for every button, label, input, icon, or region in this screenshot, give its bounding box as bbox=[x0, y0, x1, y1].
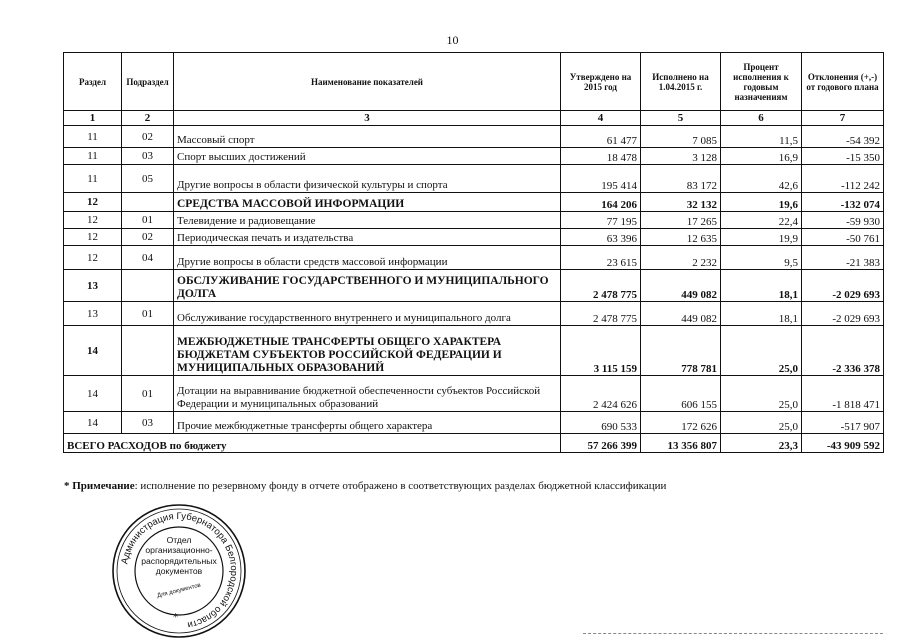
header-row bbox=[64, 53, 884, 111]
cell-approved: 3 115 159 bbox=[561, 326, 641, 376]
stamp-line: документов bbox=[155, 565, 203, 576]
cell-percent: 42,6 bbox=[721, 165, 802, 193]
header-name: Наименование показателей bbox=[174, 53, 561, 111]
stamp-line: распорядительных bbox=[141, 555, 217, 566]
header-razdel: Раздел bbox=[64, 53, 122, 111]
cell-percent: 16,9 bbox=[721, 148, 802, 165]
cell-name: Дотации на выравнивание бюджетной обеспеченности субъектов Российской Федерации и муниципальных образований bbox=[174, 376, 561, 412]
cell-approved: 77 195 bbox=[561, 212, 641, 229]
cell-podrazdel: 05 bbox=[122, 165, 174, 193]
cell-name: Периодическая печать и издательства bbox=[174, 229, 561, 246]
cell-approved: 690 533 bbox=[561, 412, 641, 434]
table-row bbox=[64, 412, 884, 434]
stamp-line: Отдел bbox=[166, 535, 192, 545]
table-row bbox=[64, 270, 884, 302]
cell-razdel: 11 bbox=[64, 148, 122, 165]
cell-deviation: -54 392 bbox=[802, 126, 884, 148]
table-row bbox=[64, 326, 884, 376]
header-approved: Утверждено на 2015 год bbox=[561, 53, 641, 111]
cell-executed: 3 128 bbox=[641, 148, 721, 165]
cell-podrazdel: 01 bbox=[122, 212, 174, 229]
cell-percent: 18,1 bbox=[721, 270, 802, 302]
cell-razdel: 14 bbox=[64, 326, 122, 376]
cell-podrazdel: 02 bbox=[122, 229, 174, 246]
cell-razdel: 11 bbox=[64, 165, 122, 193]
cell-percent: 18,1 bbox=[721, 302, 802, 326]
col-number: 1 bbox=[64, 111, 122, 126]
total-approved: 57 266 399 bbox=[561, 434, 641, 453]
cell-deviation: -59 930 bbox=[802, 212, 884, 229]
table-row bbox=[64, 376, 884, 412]
col-number: 3 bbox=[174, 111, 561, 126]
cell-razdel: 12 bbox=[64, 246, 122, 270]
cell-podrazdel: 03 bbox=[122, 412, 174, 434]
cell-razdel: 13 bbox=[64, 270, 122, 302]
table-row bbox=[64, 229, 884, 246]
cell-name: ОБСЛУЖИВАНИЕ ГОСУДАРСТВЕННОГО И МУНИЦИПАЛЬНОГО ДОЛГА bbox=[174, 270, 561, 302]
footnote bbox=[64, 480, 666, 492]
cell-name: Массовый спорт bbox=[174, 126, 561, 148]
stamp-subtext: Для документов bbox=[156, 582, 202, 600]
cell-approved: 63 396 bbox=[561, 229, 641, 246]
cell-podrazdel: 03 bbox=[122, 148, 174, 165]
table-row bbox=[64, 126, 884, 148]
total-row bbox=[64, 434, 884, 453]
page-number: 10 bbox=[446, 33, 459, 47]
cell-name: Обслуживание государственного внутреннего и муниципального долга bbox=[174, 302, 561, 326]
cell-approved: 2 478 775 bbox=[561, 302, 641, 326]
table-row bbox=[64, 212, 884, 229]
header-deviation: Отклонения (+,-) от годового плана bbox=[802, 53, 884, 111]
cell-executed: 17 265 bbox=[641, 212, 721, 229]
cell-executed: 778 781 bbox=[641, 326, 721, 376]
cell-podrazdel bbox=[122, 326, 174, 376]
total-percent: 23,3 bbox=[721, 434, 802, 453]
col-number: 7 bbox=[802, 111, 884, 126]
header-executed: Исполнено на 1.04.2015 г. bbox=[641, 53, 721, 111]
cell-podrazdel: 01 bbox=[122, 302, 174, 326]
header-podrazdel: Подраздел bbox=[122, 53, 174, 111]
cell-name: Другие вопросы в области средств массовой информации bbox=[174, 246, 561, 270]
cell-deviation: -2 336 378 bbox=[802, 326, 884, 376]
stamp-star: * bbox=[173, 612, 178, 623]
cell-name: МЕЖБЮДЖЕТНЫЕ ТРАНСФЕРТЫ ОБЩЕГО ХАРАКТЕРА БЮДЖЕТАМ СУБЪЕКТОВ РОССИЙСКОЙ ФЕДЕРАЦИИ И МУНИЦИПАЛЬНЫХ ОБРАЗОВАНИЙ bbox=[174, 326, 561, 376]
col-number: 2 bbox=[122, 111, 174, 126]
stamp-inner-text bbox=[133, 535, 225, 576]
official-stamp bbox=[111, 503, 247, 639]
table-row bbox=[64, 165, 884, 193]
table-row bbox=[64, 302, 884, 326]
bottom-divider bbox=[583, 633, 883, 634]
cell-executed: 172 626 bbox=[641, 412, 721, 434]
cell-executed: 449 082 bbox=[641, 270, 721, 302]
cell-deviation: -50 761 bbox=[802, 229, 884, 246]
cell-name: Телевидение и радиовещание bbox=[174, 212, 561, 229]
cell-razdel: 14 bbox=[64, 376, 122, 412]
cell-executed: 83 172 bbox=[641, 165, 721, 193]
cell-executed: 7 085 bbox=[641, 126, 721, 148]
cell-executed: 606 155 bbox=[641, 376, 721, 412]
cell-razdel: 12 bbox=[64, 212, 122, 229]
cell-percent: 19,9 bbox=[721, 229, 802, 246]
cell-approved: 23 615 bbox=[561, 246, 641, 270]
column-numbers-row bbox=[64, 111, 884, 126]
cell-approved: 61 477 bbox=[561, 126, 641, 148]
budget-table bbox=[63, 52, 884, 453]
table-row bbox=[64, 148, 884, 165]
cell-podrazdel: 04 bbox=[122, 246, 174, 270]
header-percent: Процент исполнения к годовым назначениям bbox=[721, 53, 802, 111]
cell-approved: 2 478 775 bbox=[561, 270, 641, 302]
cell-approved: 2 424 626 bbox=[561, 376, 641, 412]
cell-deviation: -2 029 693 bbox=[802, 270, 884, 302]
cell-percent: 22,4 bbox=[721, 212, 802, 229]
cell-podrazdel: 01 bbox=[122, 376, 174, 412]
cell-approved: 164 206 bbox=[561, 193, 641, 212]
cell-approved: 195 414 bbox=[561, 165, 641, 193]
total-label: ВСЕГО РАСХОДОВ по бюджету bbox=[64, 434, 561, 453]
cell-name: Спорт высших достижений bbox=[174, 148, 561, 165]
col-number: 5 bbox=[641, 111, 721, 126]
cell-percent: 11,5 bbox=[721, 126, 802, 148]
cell-percent: 25,0 bbox=[721, 412, 802, 434]
cell-executed: 32 132 bbox=[641, 193, 721, 212]
footnote-label: * Примечание bbox=[64, 480, 135, 492]
table-row bbox=[64, 246, 884, 270]
cell-name: Другие вопросы в области физической культуры и спорта bbox=[174, 165, 561, 193]
cell-razdel: 12 bbox=[64, 229, 122, 246]
cell-percent: 25,0 bbox=[721, 326, 802, 376]
cell-deviation: -2 029 693 bbox=[802, 302, 884, 326]
cell-approved: 18 478 bbox=[561, 148, 641, 165]
cell-deviation: -112 242 bbox=[802, 165, 884, 193]
cell-podrazdel bbox=[122, 270, 174, 302]
table-row bbox=[64, 193, 884, 212]
cell-executed: 449 082 bbox=[641, 302, 721, 326]
cell-razdel: 12 bbox=[64, 193, 122, 212]
col-number: 4 bbox=[561, 111, 641, 126]
cell-executed: 12 635 bbox=[641, 229, 721, 246]
cell-percent: 19,6 bbox=[721, 193, 802, 212]
cell-podrazdel bbox=[122, 193, 174, 212]
cell-deviation: -132 074 bbox=[802, 193, 884, 212]
col-number: 6 bbox=[721, 111, 802, 126]
cell-deviation: -21 383 bbox=[802, 246, 884, 270]
total-executed: 13 356 807 bbox=[641, 434, 721, 453]
cell-razdel: 14 bbox=[64, 412, 122, 434]
cell-executed: 2 232 bbox=[641, 246, 721, 270]
cell-razdel: 11 bbox=[64, 126, 122, 148]
cell-deviation: -1 818 471 bbox=[802, 376, 884, 412]
cell-percent: 25,0 bbox=[721, 376, 802, 412]
total-deviation: -43 909 592 bbox=[802, 434, 884, 453]
cell-deviation: -15 350 bbox=[802, 148, 884, 165]
stamp-ring-text: Администрация Губернатора Белгородской области bbox=[119, 510, 240, 631]
cell-deviation: -517 907 bbox=[802, 412, 884, 434]
cell-percent: 9,5 bbox=[721, 246, 802, 270]
stamp-line: организационно- bbox=[145, 545, 213, 556]
cell-razdel: 13 bbox=[64, 302, 122, 326]
cell-name: Прочие межбюджетные трансферты общего характера bbox=[174, 412, 561, 434]
table-body bbox=[64, 126, 884, 434]
cell-name: СРЕДСТВА МАССОВОЙ ИНФОРМАЦИИ bbox=[174, 193, 561, 212]
cell-podrazdel: 02 bbox=[122, 126, 174, 148]
footnote-text: : исполнение по резервному фонду в отчете отображено в соответствующих разделах бюджетной классификации bbox=[134, 480, 667, 492]
